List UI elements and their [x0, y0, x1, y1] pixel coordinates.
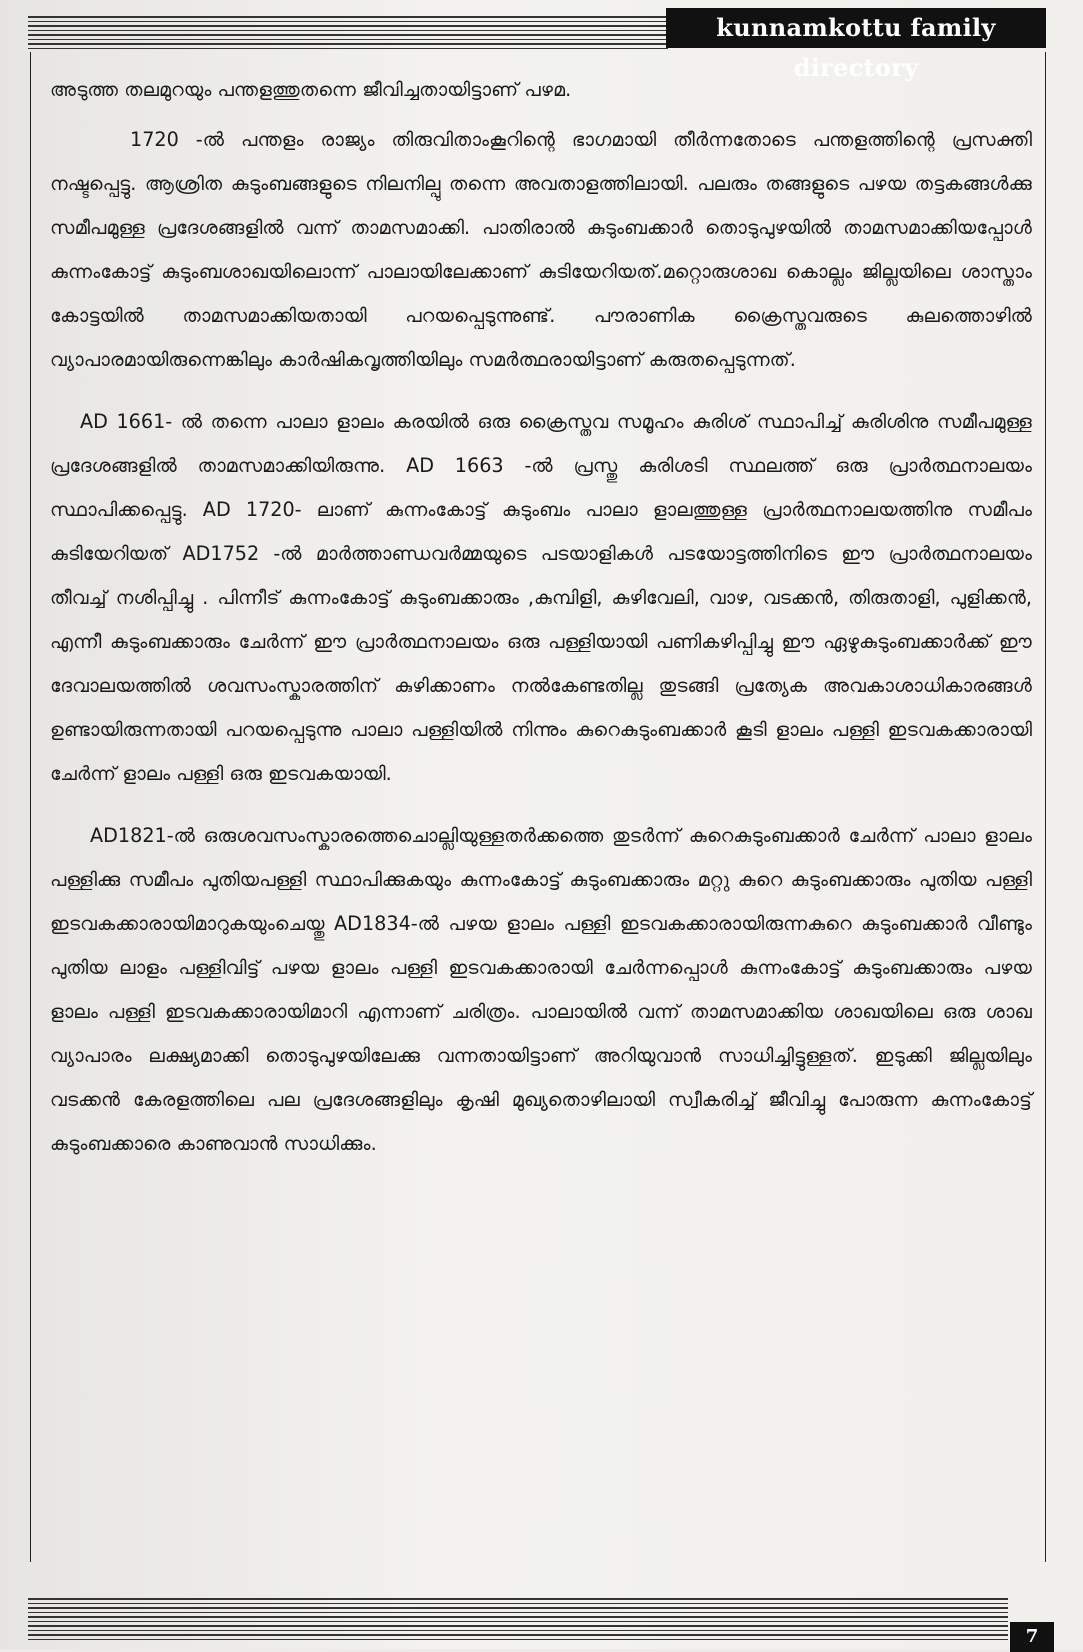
header-title: kunnamkottu family directory: [666, 8, 1046, 48]
paragraph-3: AD 1661- ൽ തന്നെ പാലാ ളാലം കരയിൽ ഒരു ക്രൈസ്തവ സമൂഹം കുരിശ് സ്ഥാപിച്ച് കുരിശിനു സമീപമുള്ള പ്രദേശങ്ങളിൽ താമസമാക്കിയിരുന്നു. AD 1663 -ൽ പ്രസ്തു കുരിശടി സ്ഥലത്ത് ഒരു പ്രാർത്ഥനാലയം സ്ഥാപിക്കപ്പെട്ടു. AD 1720- ലാണ് കുന്നംകോട്ട് കുടുംബം പാലാ ളാലത്തുള്ള പ്രാർത്ഥനാലയത്തിനു സമീപം കുടിയേറിയത് AD1752 -ൽ മാർത്താണ്ഡവർമ്മയുടെ പടയാളികൾ പടയോട്ടത്തിനിടെ ഈ പ്രാർത്ഥനാലയം തീവച്ച് നശിപ്പിച്ചു . പിന്നീട് കുന്നംകോട്ട് കുടുംബക്കാരും ,കുമ്പിളി, കുഴിവേലി, വാഴ, വടക്കൻ, തിരുതാളി, പുളിക്കൻ, എന്നീ കുടുംബക്കാരും ചേർന്ന് ഈ പ്രാർത്ഥനാലയം ഒരു പള്ളിയായി പണികഴിപ്പിച്ചു ഈ ഏഴുകുടുംബക്കാർക്ക് ഈ ദേവാലയത്തിൽ ശവസംസ്കാരത്തിന് കുഴിക്കാണം നൽകേണ്ടതില്ല തുടങ്ങി പ്രത്യേക അവകാശാധികാരങ്ങൾ ഉണ്ടായിരുന്നതായി പറയപ്പെടുന്നു പാലാ പള്ളിയിൽ നിന്നും കുറെകുടുംബക്കാർ കൂടി ളാലം പള്ളി ഇടവകക്കാരായി ചേർന്ന് ളാലം പള്ളി ഒരു ഇടവകയായി.: [50, 410, 1032, 785]
page-number: 7: [1010, 1622, 1054, 1652]
paragraph-4: AD1821-ൽ ഒരുശവസംസ്കാരത്തെചൊല്ലിയുള്ളതർക്കത്തെ തുടർന്ന് കുറെകുടുംബക്കാർ ചേർന്ന് പാലാ ളാലം പള്ളിക്കു സമീപം പുതിയപള്ളി സ്ഥാപിക്കുകയും കുന്നംകോട്ട് കുടുംബക്കാരും മറ്റു കുറെ കുടുംബക്കാരും പുതിയ പള്ളി ഇടവകക്കാരായിമാറുകയുംചെയ്തു AD1834-ൽ പഴയ ളാലം പള്ളി ഇടവകക്കാരായിരുന്നകുറെ കുടുംബക്കാർ വീണ്ടും പുതിയ ലാളം പള്ളിവിട്ട് പഴയ ളാലം പള്ളി ഇടവകക്കാരായി ചേർന്നപ്പൊൾ കുന്നംകോട്ട് കുടുംബക്കാരും പഴയ ളാലം പള്ളി ഇടവകക്കാരായിമാറി എന്നാണ് ചരിത്രം. പാലായിൽ വന്ന് താമസമാക്കിയ ശാഖയിലെ ഒരു ശാഖ വ്യാപാരം ലക്ഷ്യമാക്കി തൊടുപുഴയിലേക്കു വന്നതായിട്ടാണ് അറിയുവാൻ സാധിച്ചിട്ടുള്ളത്. ഇടുക്കി ജില്ലയിലും വടക്കൻ കേരളത്തിലെ പല പ്രദേശങ്ങളിലും കൃഷി മുഖ്യതൊഴിലായി സ്വീകരിച്ച് ജീവിച്ചു പോരുന്ന കുന്നംകോട്ട് കുടുംബക്കാരെ കാണുവാൻ സാധിക്കും.: [50, 824, 1032, 1155]
body-text: [50, 68, 1032, 1166]
paragraph-2: 1720 -ൽ പന്തളം രാജ്യം തിരുവിതാംകൂറിന്റെ ഭാഗമായി തീർന്നതോടെ പന്തളത്തിന്റെ പ്രസക്തി നഷ്ടപ്പെട്ടു. ആശ്രിത കുടുംബങ്ങളുടെ നിലനില്പു തന്നെ അവതാളത്തിലായി. പലരും തങ്ങളുടെ പഴയ തട്ടകങ്ങൾക്കു സമീപമുള്ള പ്രദേശങ്ങളിൽ വന്ന് താമസമാക്കി. പാതിരാൽ കുടുംബക്കാർ തൊടുപുഴയിൽ താമസമാക്കിയപ്പോൾ കുന്നംകോട്ട് കുടുംബശാഖയിലൊന്ന് പാലായിലേക്കാണ് കുടിയേറിയത്.മറ്റൊരുശാഖ കൊല്ലം ജില്ലയിലെ ശാസ്താം കോട്ടയിൽ താമസമാക്കിയതായി പറയപ്പെടുന്നുണ്ട്. പൗരാണിക ക്രൈസ്തവരുടെ കുലത്തൊഴിൽ വ്യാപാരമായിരുന്നെങ്കിലും കാർഷികവൃത്തിയിലും സമർത്ഥരായിട്ടാണ് കരുതപ്പെടുന്നത്.: [50, 128, 1032, 371]
header-rules: [28, 16, 668, 52]
footer-rules: [28, 1598, 1008, 1643]
paragraph-1: അടുത്ത തലമുറയും പന്തളത്തുതന്നെ ജീവിച്ചതായിട്ടാണ് പഴമ.: [50, 78, 572, 101]
